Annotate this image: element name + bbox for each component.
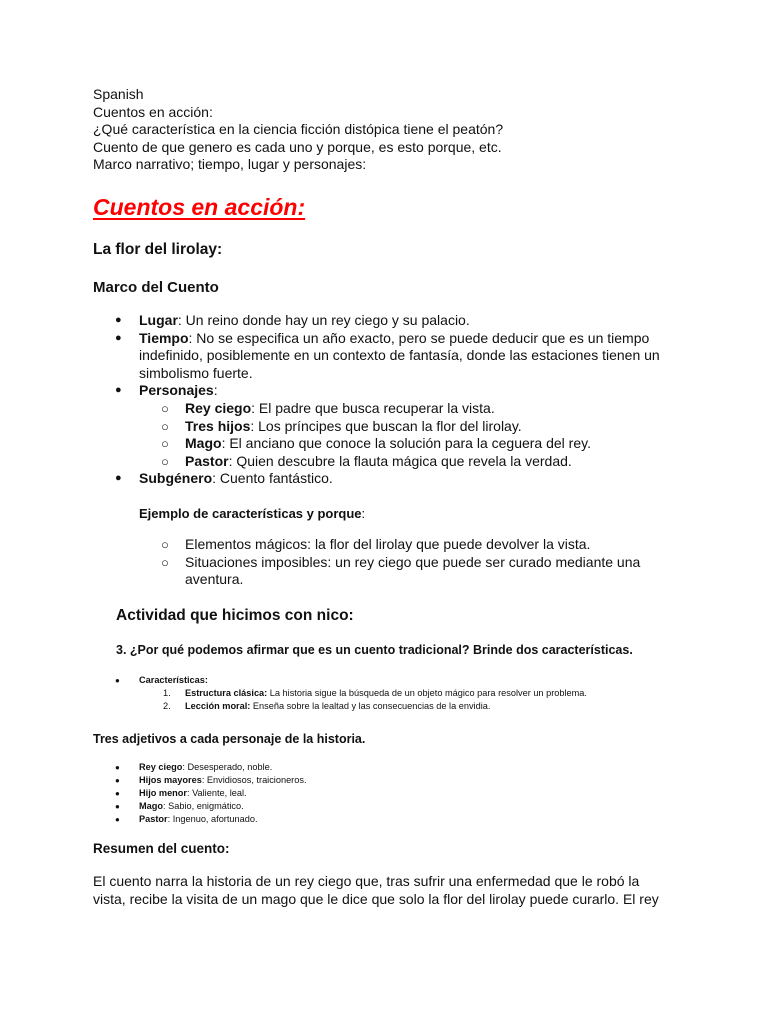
adjetivos-title: Tres adjetivos a cada personaje de la historia. <box>93 731 366 746</box>
circle-bullet-icon: ○ <box>161 554 169 570</box>
circle-bullet-icon: ○ <box>161 436 169 452</box>
item-label: Hijo menor <box>139 787 187 798</box>
item-text: Enseña sobre la lealtad y las consecuencias de la envidia. <box>250 700 491 711</box>
list-item <box>139 554 673 589</box>
resumen-paragraph: El cuento narra la historia de un rey ciego que, tras sufrir una enfermedad que le robó la vista, recibe la visita de un mago que le dice que solo la flor del lirolay puede curarlo. El rey <box>93 872 659 907</box>
list-item <box>139 453 673 471</box>
bullet-icon: ● <box>115 384 122 397</box>
circle-bullet-icon: ○ <box>161 400 169 416</box>
marco-list <box>93 312 673 488</box>
resumen-title: Resumen del cuento: <box>93 840 230 856</box>
intro-line: Cuento de que genero es cada uno y porque, es esto porque, etc. <box>93 138 502 155</box>
bullet-icon: ● <box>115 775 120 785</box>
ejemplo-list <box>139 536 673 589</box>
document-page <box>93 86 673 908</box>
item-text: : Los príncipes que buscan la flor del lirolay. <box>250 417 522 434</box>
item-text: : El anciano que conoce la solución para la ceguera del rey. <box>221 435 591 452</box>
actividad-title: Actividad que hicimos con nico: <box>116 606 354 624</box>
list-item <box>93 800 673 813</box>
item-text: Elementos mágicos: la flor del lirolay que puede devolver la vista. <box>185 535 591 552</box>
bullet-icon: ● <box>115 675 120 685</box>
item-label: Estructura clásica: <box>185 687 268 698</box>
item-text: : Desesperado, noble. <box>182 761 273 772</box>
list-item <box>93 813 673 826</box>
list-item <box>93 382 673 470</box>
ejemplo-heading-rest: : <box>361 505 366 521</box>
item-text: : Quien descubre la flauta mágica que revela la verdad. <box>228 452 572 469</box>
item-text: : El padre que busca recuperar la vista. <box>251 399 495 416</box>
list-item <box>93 330 673 383</box>
item-text: : Valiente, leal. <box>186 787 247 798</box>
item-text: : No se especifica un año exacto, pero se puede deducir que es un tiempo indefinido, posiblemente en un contexto de fantasía, donde las estaciones tienen un simbolismo fuerte. <box>139 329 660 381</box>
item-label: Rey ciego <box>185 399 252 416</box>
list-item <box>93 312 673 330</box>
item-label: Subgénero <box>139 470 213 487</box>
item-text: Situaciones imposibles: un rey ciego que puede ser curado mediante una aventura. <box>185 553 641 588</box>
bullet-icon: ● <box>115 814 120 824</box>
intro-line: ¿Qué característica en la ciencia ficción distópica tiene el peatón? <box>93 121 504 138</box>
item-text: : Ingenuo, afortunado. <box>167 813 258 824</box>
caracteristicas-sublist <box>139 687 673 713</box>
intro-line: Spanish <box>93 86 144 102</box>
item-text: : <box>213 382 218 399</box>
list-item <box>139 700 673 713</box>
item-text: : Envidiosos, traicioneros. <box>201 774 307 785</box>
marco-title: Marco del Cuento <box>93 278 219 296</box>
item-number: 2. <box>163 700 171 711</box>
list-item <box>139 687 673 700</box>
item-label: Mago <box>139 800 163 811</box>
bullet-icon: ● <box>115 801 120 811</box>
main-title: Cuentos en acción: <box>93 193 306 220</box>
list-item <box>139 400 673 418</box>
item-label: Lugar <box>139 311 178 328</box>
intro-line: Marco narrativo; tiempo, lugar y personajes: <box>93 156 367 173</box>
list-item <box>139 435 673 453</box>
intro-notes <box>93 86 673 174</box>
list-item <box>93 674 673 713</box>
bullet-icon: ● <box>115 331 122 344</box>
item-text: : Un reino donde hay un rey ciego y su palacio. <box>177 311 470 328</box>
bullet-icon: ● <box>115 472 122 485</box>
list-item <box>139 536 673 554</box>
list-item <box>93 470 673 488</box>
bullet-icon: ● <box>115 313 122 326</box>
item-label: Lección moral: <box>185 700 251 711</box>
circle-bullet-icon: ○ <box>161 453 169 469</box>
bullet-icon: ● <box>115 762 120 772</box>
item-text: : Cuento fantástico. <box>212 470 333 487</box>
ejemplo-heading <box>139 505 673 522</box>
item-text: : Sabio, enigmático. <box>163 800 244 811</box>
item-label: Personajes <box>139 382 214 399</box>
item-label: Tres hijos <box>185 417 251 434</box>
ejemplo-heading-bold: Ejemplo de características y porque <box>139 505 362 521</box>
list-item <box>93 774 673 787</box>
item-number: 1. <box>163 687 171 698</box>
caracteristicas-list <box>93 674 673 713</box>
list-item <box>139 418 673 436</box>
item-label: Pastor <box>139 813 168 824</box>
question-3: 3. ¿Por qué podemos afirmar que es un cuento tradicional? Brinde dos características. <box>116 642 633 657</box>
intro-line: Cuentos en acción: <box>93 103 213 120</box>
circle-bullet-icon: ○ <box>161 418 169 434</box>
item-label: Tiempo <box>139 329 189 346</box>
adjetivos-list <box>93 761 673 826</box>
personajes-sublist <box>139 400 673 470</box>
circle-bullet-icon: ○ <box>161 536 169 552</box>
item-label: Pastor <box>185 452 229 469</box>
list-item <box>93 761 673 774</box>
bullet-icon: ● <box>115 788 120 798</box>
item-label: Rey ciego <box>139 761 183 772</box>
item-label: Hijos mayores <box>139 774 202 785</box>
story-title: La flor del lirolay: <box>93 240 223 258</box>
item-text: La historia sigue la búsqueda de un objeto mágico para resolver un problema. <box>267 687 587 698</box>
list-item <box>93 787 673 800</box>
item-label: Mago <box>185 435 222 452</box>
item-label: Características: <box>139 674 208 685</box>
